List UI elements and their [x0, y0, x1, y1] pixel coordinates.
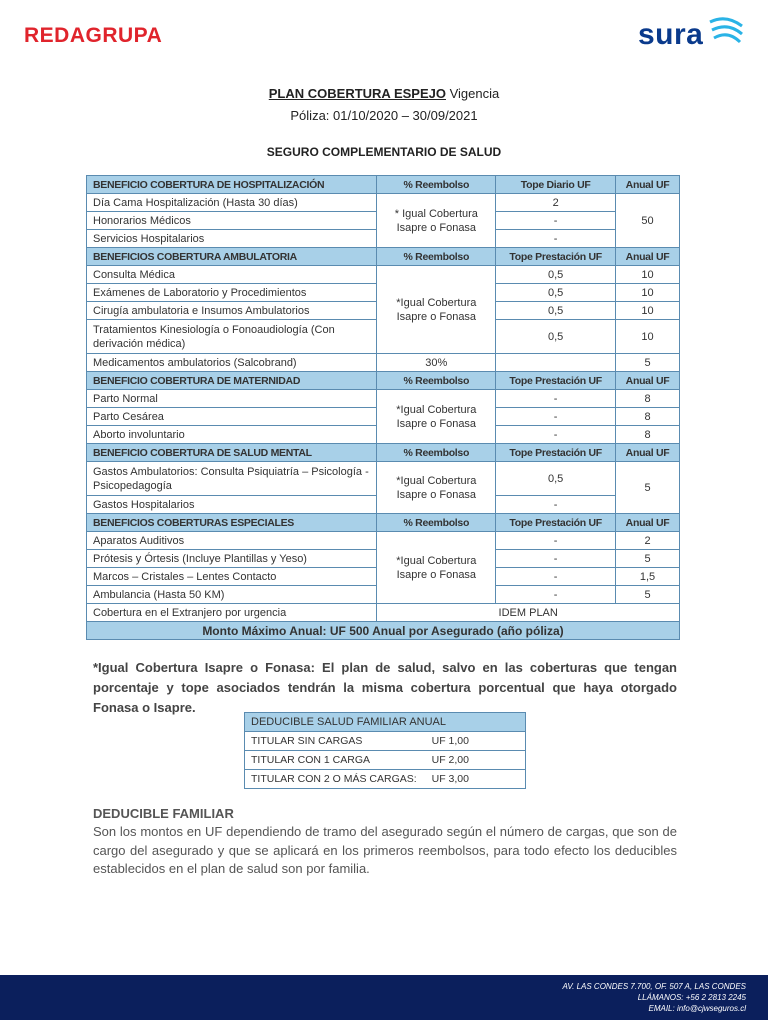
header-cell: % Reembolso: [377, 248, 496, 266]
table-row: [245, 751, 526, 770]
table-row: [87, 604, 680, 622]
tope-cell: 0,5: [496, 266, 616, 284]
benefit-label: Honorarios Médicos: [87, 212, 377, 230]
benefit-label: Servicios Hospitalarios: [87, 230, 377, 248]
footer-phone: LLÁMANOS: +56 2 2813 2245: [637, 993, 746, 1002]
header-cell: BENEFICIO COBERTURA DE SALUD MENTAL: [87, 444, 377, 462]
tope-cell: -: [496, 496, 616, 514]
header-cell: BENEFICIO COBERTURA DE MATERNIDAD: [87, 372, 377, 390]
deducible-row: [245, 770, 526, 789]
document-subtitle: SEGURO COMPLEMENTARIO DE SALUD: [266, 145, 502, 159]
footer-email: EMAIL: info@cjwseguros.cl: [648, 1004, 746, 1013]
section-header-hospitalizacion: [87, 176, 680, 194]
header-cell: Tope Prestación UF: [496, 444, 616, 462]
redagrupa-logo: REDAGRUPA: [24, 24, 163, 47]
reembolso-cell: *Igual Cobertura Isapre o Fonasa: [377, 462, 496, 514]
anual-cell: 8: [616, 408, 680, 426]
header-cell: BENEFICIO COBERTURA DE HOSPITALIZACIÓN: [87, 176, 377, 194]
tope-cell: -: [496, 586, 616, 604]
tope-cell: -: [496, 408, 616, 426]
anual-cell: 2: [616, 532, 680, 550]
header-cell: % Reembolso: [377, 444, 496, 462]
anual-cell: 10: [616, 320, 680, 354]
deducible-label: TITULAR SIN CARGAS: [251, 735, 363, 747]
deducible-row: [245, 751, 526, 770]
header-cell: Tope Prestación UF: [496, 514, 616, 532]
sura-logo: [636, 14, 748, 54]
table-row: [87, 532, 680, 550]
section-header-ambulatoria: [87, 248, 680, 266]
deducible-text: Son los montos en UF dependiendo de tramo del asegurado según el número de cargas, que son de cargo del asegurado y que se aplicará en los primeros reembolsos, para todo efecto los deducibles establecidos en el plan de salud son por familia.: [93, 824, 677, 876]
header-cell: Tope Prestación UF: [496, 248, 616, 266]
reembolso-cell: * Igual Cobertura Isapre o Fonasa: [377, 194, 496, 248]
total-row: [87, 622, 680, 640]
deducible-value: UF 1,00: [431, 735, 469, 747]
header-cell: Tope Prestación UF: [496, 372, 616, 390]
deducible-label: TITULAR CON 1 CARGA: [251, 754, 371, 766]
table-row: [245, 732, 526, 751]
deducible-value: UF 2,00: [431, 754, 469, 766]
deducible-header: DEDUCIBLE SALUD FAMILIAR ANUAL: [245, 713, 526, 732]
benefit-label: Medicamentos ambulatorios (Salcobrand): [87, 354, 377, 372]
tope-cell: -: [496, 426, 616, 444]
header-cell: Anual UF: [616, 372, 680, 390]
reembolso-cell: *Igual Cobertura Isapre o Fonasa: [377, 532, 496, 604]
tope-cell: 2: [496, 194, 616, 212]
footer-bar: [0, 975, 768, 1020]
anual-cell: 5: [616, 354, 680, 372]
benefit-label: Parto Cesárea: [87, 408, 377, 426]
benefit-label: Exámenes de Laboratorio y Procedimientos: [87, 284, 377, 302]
deducible-table: [244, 712, 526, 789]
document-title: [0, 86, 768, 101]
monto-maximo: Monto Máximo Anual: UF 500 Anual por Asegurado (año póliza): [87, 622, 680, 640]
anual-cell: 10: [616, 302, 680, 320]
tope-cell: -: [496, 230, 616, 248]
benefit-label: Marcos – Cristales – Lentes Contacto: [87, 568, 377, 586]
reembolso-cell: *Igual Cobertura Isapre o Fonasa: [377, 390, 496, 444]
tope-cell: -: [496, 212, 616, 230]
footer-contact: [563, 981, 747, 1014]
anual-cell: 5: [616, 586, 680, 604]
anual-cell: 5: [616, 462, 680, 514]
section-header-especiales: [87, 514, 680, 532]
benefit-label: Día Cama Hospitalización (Hasta 30 días): [87, 194, 377, 212]
anual-cell: 10: [616, 284, 680, 302]
tope-cell: -: [496, 532, 616, 550]
tope-cell: -: [496, 550, 616, 568]
table-row: [245, 770, 526, 789]
table-row: [87, 390, 680, 408]
title-rest: Vigencia: [445, 86, 500, 101]
tope-cell: -: [496, 390, 616, 408]
benefit-label: Prótesis y Órtesis (Incluye Plantillas y Yeso): [87, 550, 377, 568]
benefit-label: Aparatos Auditivos: [87, 532, 377, 550]
anual-cell: 10: [616, 266, 680, 284]
tope-cell: -: [496, 568, 616, 586]
section-header-maternidad: [87, 372, 680, 390]
coverage-table: [86, 175, 680, 640]
deducible-title: DEDUCIBLE FAMILIAR: [93, 806, 234, 821]
header-cell: Anual UF: [616, 514, 680, 532]
benefit-label: Gastos Ambulatorios: Consulta Psiquiatría – Psicología - Psicopedagogía: [87, 462, 377, 496]
anual-cell: 5: [616, 550, 680, 568]
header-cell: % Reembolso: [377, 514, 496, 532]
deducible-row: [245, 732, 526, 751]
footer-address: AV. LAS CONDES 7.700, OF. 507 A, LAS CONDES: [562, 982, 746, 991]
tope-cell: 0,5: [496, 462, 616, 496]
anual-cell: 8: [616, 426, 680, 444]
benefit-label: Aborto involuntario: [87, 426, 377, 444]
idem-plan-cell: IDEM PLAN: [377, 604, 680, 622]
poliza-dates: Póliza: 01/10/2020 – 30/09/2021: [290, 108, 478, 123]
section-header-salud-mental: [87, 444, 680, 462]
tope-cell: 0,5: [496, 302, 616, 320]
benefit-label: Gastos Hospitalarios: [87, 496, 377, 514]
table-row: [87, 354, 680, 372]
title-bold: PLAN COBERTURA ESPEJO: [268, 86, 446, 101]
tope-cell: [496, 354, 616, 372]
table-row: [87, 194, 680, 212]
header-cell: % Reembolso: [377, 372, 496, 390]
sura-wave-icon: [706, 16, 746, 52]
deducible-value: UF 3,00: [431, 773, 469, 785]
anual-cell: 8: [616, 390, 680, 408]
benefit-label: Cobertura en el Extranjero por urgencia: [87, 604, 377, 622]
reembolso-cell: 30%: [377, 354, 496, 372]
header-cell: BENEFICIOS COBERTURA AMBULATORIA: [87, 248, 377, 266]
header-cell: Tope Diario UF: [496, 176, 616, 194]
tope-cell: 0,5: [496, 284, 616, 302]
header-cell: % Reembolso: [377, 176, 496, 194]
table-row: [87, 462, 680, 496]
table-row: [87, 266, 680, 284]
sura-logo-text: sura: [638, 18, 704, 51]
header-cell: BENEFICIOS COBERTURAS ESPECIALES: [87, 514, 377, 532]
coverage-note: *Igual Cobertura Isapre o Fonasa: El plan de salud, salvo en las coberturas que tengan porcentaje y tope asociados tendrán la misma cobertura porcentual que haya otorgado Fonasa o Isapre.: [93, 660, 677, 715]
benefit-label: Ambulancia (Hasta 50 KM): [87, 586, 377, 604]
deducible-header-row: [245, 713, 526, 732]
benefit-label: Parto Normal: [87, 390, 377, 408]
anual-cell: 1,5: [616, 568, 680, 586]
benefit-label: Cirugía ambulatoria e Insumos Ambulatorios: [87, 302, 377, 320]
header-cell: Anual UF: [616, 248, 680, 266]
header-cell: Anual UF: [616, 176, 680, 194]
reembolso-cell: *Igual Cobertura Isapre o Fonasa: [377, 266, 496, 354]
benefit-label: Consulta Médica: [87, 266, 377, 284]
header-cell: Anual UF: [616, 444, 680, 462]
benefit-label: Tratamientos Kinesiología o Fonoaudiología (Con derivación médica): [87, 320, 377, 354]
tope-cell: 0,5: [496, 320, 616, 354]
deducible-label: TITULAR CON 2 O MÁS CARGAS:: [251, 773, 417, 785]
anual-cell: 50: [616, 194, 680, 248]
